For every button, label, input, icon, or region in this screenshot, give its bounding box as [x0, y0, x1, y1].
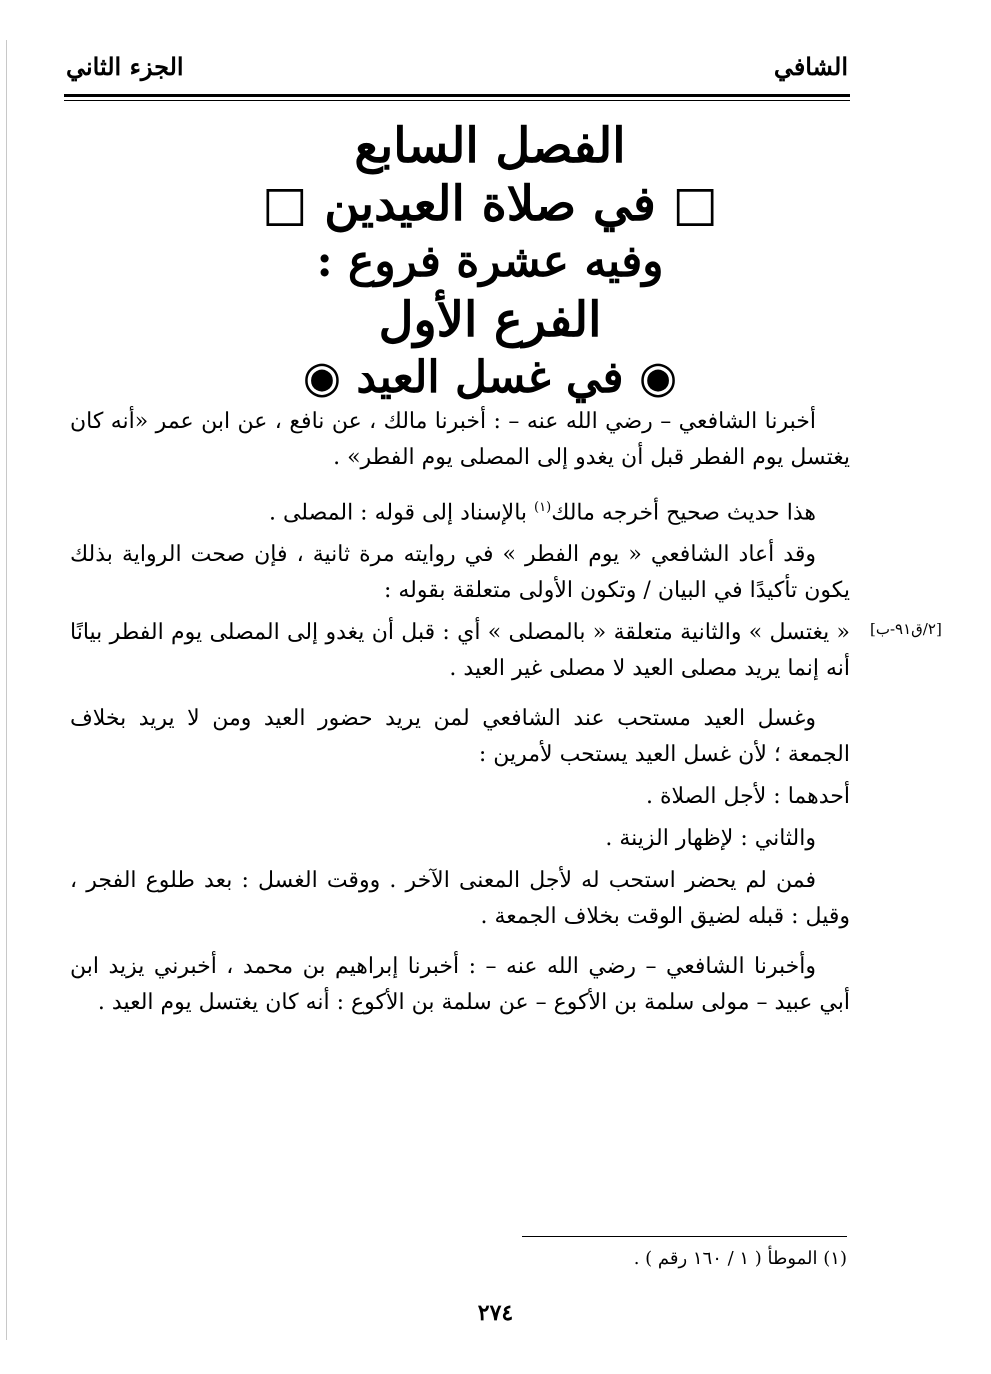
- marginal-manuscript-reference: [٢/ق٩١-ب]: [870, 620, 942, 638]
- paragraph-text: هذا حديث صحيح أخرجه مالك: [551, 500, 816, 526]
- footnote-text: (١) الموطأ ( ١ / ١٦٠ رقم ) .: [633, 1248, 847, 1269]
- page-number: ٢٧٤: [477, 1300, 514, 1326]
- scan-edge-line: [6, 40, 7, 1340]
- body-text: [70, 404, 850, 1035]
- paragraph: والثاني : لإظهار الزينة .: [605, 826, 816, 852]
- header-book-title: الشافي: [773, 52, 848, 81]
- chapter-title: الفصل السابع: [354, 118, 626, 174]
- running-header: [66, 52, 848, 90]
- paragraph: أحدهما : لأجل الصلاة .: [645, 784, 850, 810]
- paragraph-text: بالإسناد إلى قوله : المصلى .: [268, 500, 535, 526]
- header-rule-thin: [64, 100, 850, 101]
- paragraph: وقد أعاد الشافعي « يوم الفطر » في روايته مرة ثانية ، فإن صحت الرواية بذلك يكون تأكيدًا في البيان / وتكون الأولى متعلقة بقوله :: [70, 542, 850, 604]
- branch-title: الفرع الأول: [378, 292, 602, 348]
- footnote-reference: (١): [534, 500, 552, 515]
- paragraph: وغسل العيد مستحب عند الشافعي لمن يريد حضور العيد ومن لا يريد بخلاف الجمعة ؛ لأن غسل العيد يستحب لأمرين :: [70, 706, 850, 768]
- footnote-rule: [522, 1236, 847, 1237]
- chapter-title-block: [200, 118, 780, 408]
- branch-topic: ◉ في غسل العيد ◉: [302, 352, 678, 403]
- paragraph: وأخبرنا الشافعي – رضي الله عنه – : أخبرنا إبراهيم بن محمد ، أخبرني يزيد ابن أبي عبيد – مولى سلمة بن الأكوع – عن سلمة بن الأكوع : أنه كان يغتسل يوم العيد .: [70, 954, 850, 1016]
- header-part-label: الجزء الثاني: [66, 52, 184, 81]
- paragraph: « يغتسل » والثانية متعلقة « بالمصلى » أي : قبل أن يغدو إلى المصلى يوم الفطر بيانًا أنه إنما يريد مصلى العيد لا مصلى غير العيد .: [70, 620, 850, 682]
- chapter-topic: □ في صلاة العيدين □: [262, 176, 718, 232]
- paragraph: أخبرنا الشافعي – رضي الله عنه – : أخبرنا مالك ، عن نافع ، عن ابن عمر «أنه كان يغتسل يوم الفطر قبل أن يغدو إلى المصلى يوم الفطر» .: [70, 409, 850, 470]
- chapter-subtitle: وفيه عشرة فروع :: [316, 236, 664, 287]
- paragraph: [70, 490, 850, 531]
- paragraph: فمن لم يحضر استحب له لأجل المعنى الآخر . ووقت الغسل : بعد طلوع الفجر ، وقيل : قبله لضيق الوقت بخلاف الجمعة .: [70, 868, 850, 930]
- header-rule-thick: [64, 94, 850, 97]
